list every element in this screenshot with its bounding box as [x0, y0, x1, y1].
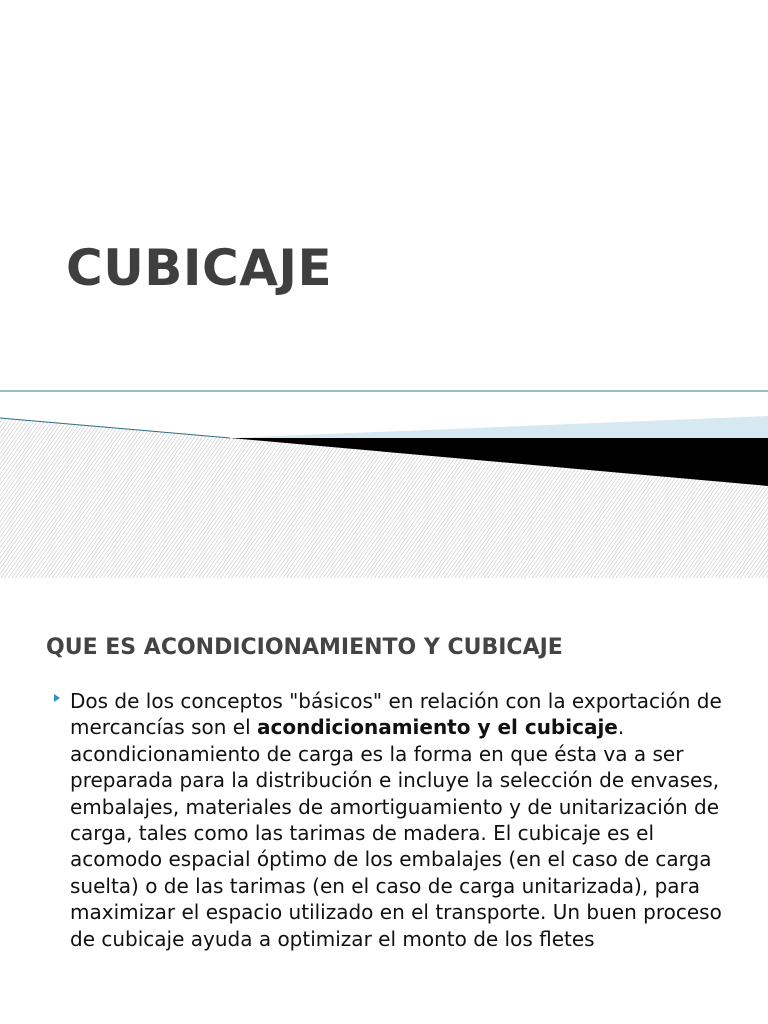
light-blue-band	[230, 416, 768, 438]
bullet-text-start: Dos de los conceptos "básicos" en relación con la exportación de mercancías son el	[70, 689, 722, 740]
bullet-text	[70, 689, 722, 951]
section-heading: QUE ES ACONDICIONAMIENTO Y CUBICAJE	[46, 635, 563, 660]
bullet-list	[52, 688, 722, 952]
slide-title: CUBICAJE	[66, 239, 333, 297]
triangle-bullet-icon	[54, 694, 60, 702]
list-item	[52, 688, 722, 952]
decorative-banner	[0, 380, 768, 578]
content-slide	[0, 578, 768, 1024]
bullet-text-bold: acondicionamiento y el cubicaje	[257, 715, 618, 740]
bullet-text-end: . acondicionamiento de carga es la forma en que ésta va a ser preparada para la distribución e incluye la selección de envases, embalajes, materiales de amortiguamiento y de unitarización de carga, tales como las tarimas de madera. El cubicaje es el acomodo espacial óptimo de los embalajes (en el caso de carga suelta) o de las tarimas (en el caso de carga unitarizada), para maximizar el espacio utilizado en el transporte. Un buen proceso de cubicaje ayuda a optimizar el monto de los fletes	[70, 715, 722, 951]
